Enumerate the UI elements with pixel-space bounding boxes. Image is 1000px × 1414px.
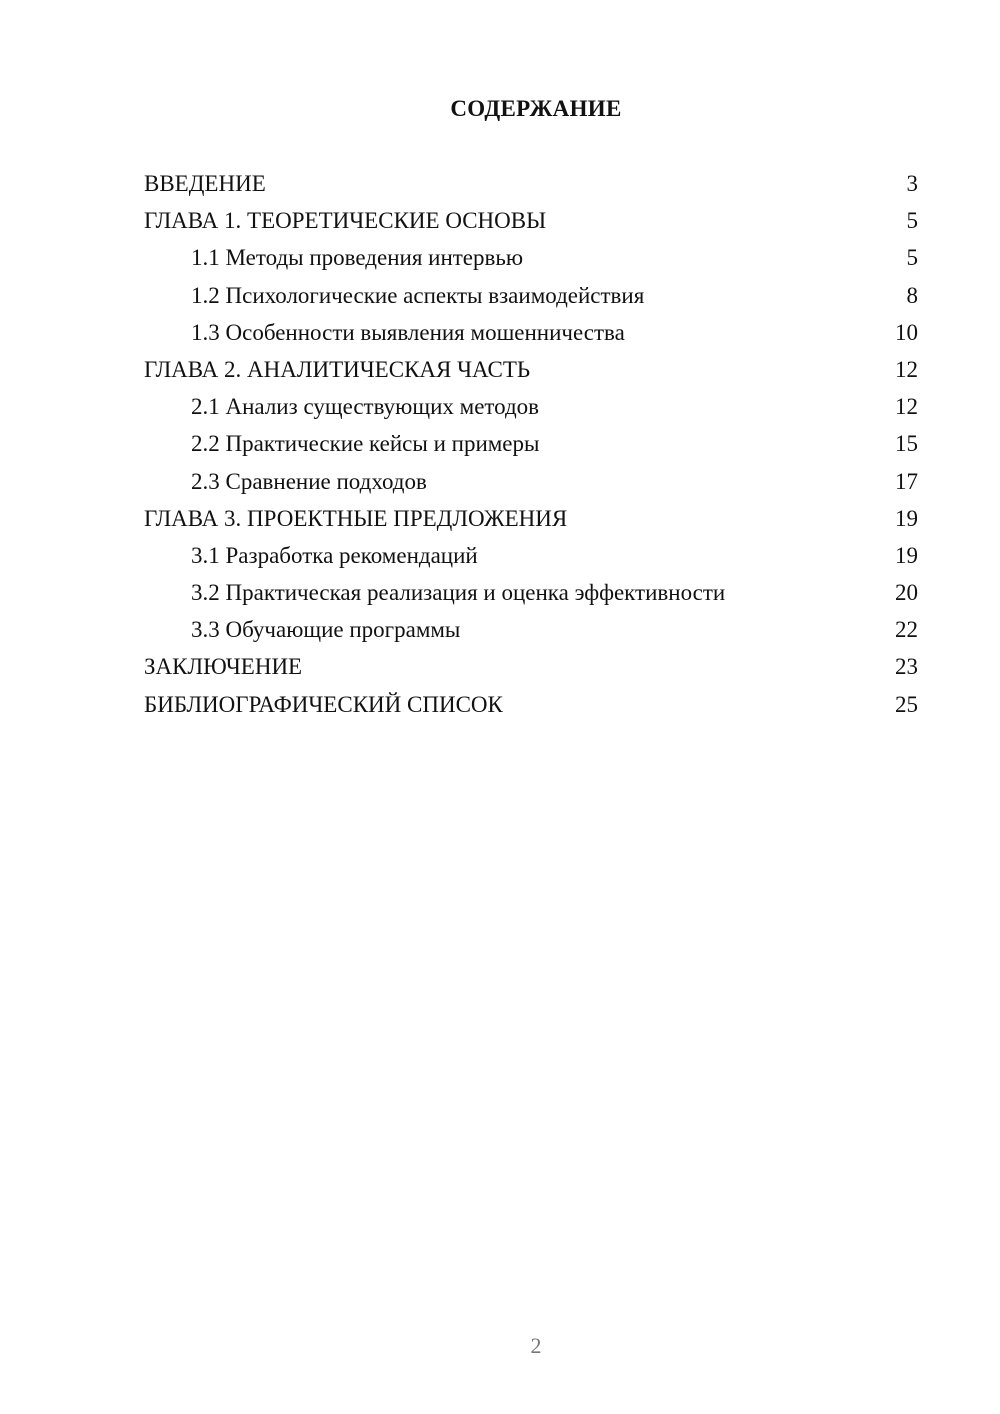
toc-entry-page: 17 xyxy=(895,468,918,494)
page-title: СОДЕРЖАНИЕ xyxy=(450,96,622,121)
toc-entry xyxy=(144,206,918,243)
toc-entry-page: 3 xyxy=(906,171,918,196)
toc-entry-title: 1.2 Психологические аспекты взаимодействия xyxy=(191,282,645,308)
toc-entry-page: 12 xyxy=(895,394,918,420)
toc-entry xyxy=(144,355,918,392)
toc-entry xyxy=(144,652,918,689)
page-number: 2 xyxy=(530,1333,542,1358)
toc-entry-title: ГЛАВА 1. ТЕОРЕТИЧЕСКИЕ ОСНОВЫ xyxy=(144,208,547,234)
toc-subentry xyxy=(144,281,918,318)
toc-entry xyxy=(144,169,918,206)
toc-subentry xyxy=(144,243,918,280)
toc-entry-page: 8 xyxy=(906,282,918,308)
toc-subentry xyxy=(144,615,918,652)
toc-entry-title: ЗАКЛЮЧЕНИЕ xyxy=(144,654,303,680)
toc-entry-page: 19 xyxy=(895,505,918,531)
toc-entry-title: БИБЛИОГРАФИЧЕСКИЙ СПИСОК xyxy=(144,691,503,717)
toc-subentry xyxy=(144,578,918,615)
toc-entry-title: 2.2 Практические кейсы и примеры xyxy=(191,431,540,457)
toc-entry-title: 3.1 Разработка рекомендаций xyxy=(191,542,478,568)
toc-entry xyxy=(144,690,918,727)
toc-subentry xyxy=(144,318,918,355)
toc-entry-title: 1.3 Особенности выявления мошенничества xyxy=(191,319,625,345)
toc-subentry xyxy=(144,429,918,466)
toc-entry-title: 1.1 Методы проведения интервью xyxy=(191,245,524,271)
toc-entry-title: ГЛАВА 2. АНАЛИТИЧЕСКАЯ ЧАСТЬ xyxy=(144,356,531,382)
toc-entry-page: 5 xyxy=(906,245,918,271)
toc-entry-page: 20 xyxy=(895,580,918,606)
toc-entry-title: 3.2 Практическая реализация и оценка эффективности xyxy=(191,580,726,606)
toc-subentry xyxy=(144,392,918,429)
toc-entry-page: 23 xyxy=(895,654,918,680)
toc-entry-page: 15 xyxy=(895,431,918,457)
toc-entry-page: 19 xyxy=(895,542,918,568)
toc-entry-page: 22 xyxy=(895,617,918,643)
toc-entry-title: 3.3 Обучающие программы xyxy=(191,617,461,643)
toc-entry-page: 12 xyxy=(895,356,918,382)
toc-entry-title: 2.1 Анализ существующих методов xyxy=(191,394,540,420)
toc-entry-page: 10 xyxy=(895,319,918,345)
toc-entry-page: 5 xyxy=(906,208,918,234)
table-of-contents xyxy=(144,169,918,727)
toc-subentry xyxy=(144,467,918,504)
toc-entry-title: ВВЕДЕНИЕ xyxy=(144,171,266,196)
toc-subentry xyxy=(144,541,918,578)
toc-entry-page: 25 xyxy=(895,691,918,717)
toc-entry xyxy=(144,504,918,541)
toc-entry-title: ГЛАВА 3. ПРОЕКТНЫЕ ПРЕДЛОЖЕНИЯ xyxy=(144,505,568,531)
toc-entry-title: 2.3 Сравнение подходов xyxy=(191,468,427,494)
